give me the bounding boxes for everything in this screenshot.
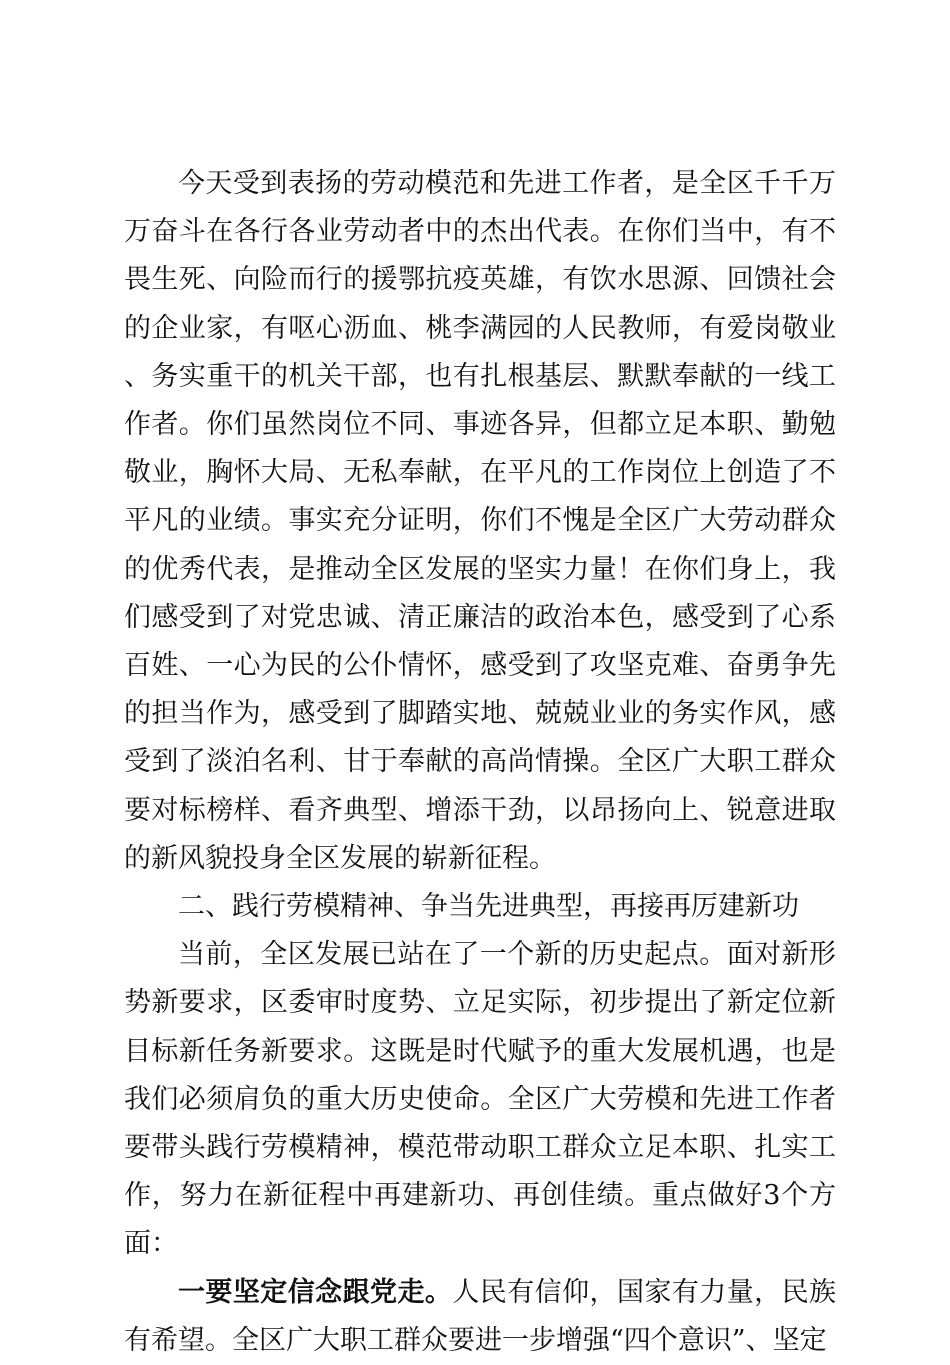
section-heading-2: 二、践行劳模精神、争当先进典型，再接再厉建新功 [178, 891, 799, 923]
document-body [124, 160, 836, 1365]
paragraph-firm-belief [124, 1269, 836, 1365]
paragraph-commendation: 今天受到表扬的劳动模范和先进工作者，是全区千千万万奋斗在各行各业劳动者中的杰出代表。在你们当中，有不畏生死、向险而行的援鄂抗疫英雄，有饮水思源、回馈社会的企业家，有呕心沥血、桃李满园的人民教师，有爱岗敬业、务实重干的机关干部，也有扎根基层、默默奉献的一线工作者。你们虽然岗位不同、事迹各异，但都立足本职、勤勉敬业，胸怀大局、无私奉献，在平凡的工作岗位上创造了不平凡的业绩。事实充分证明，你们不愧是全区广大劳动群众的优秀代表，是推动全区发展的坚实力量！在你们身上，我们感受到了对党忠诚、清正廉洁的政治本色，感受到了心系百姓、一心为民的公仆情怀，感受到了攻坚克难、奋勇争先的担当作为，感受到了脚踏实地、兢兢业业的务实作风，感受到了淡泊名利、甘于奉献的高尚情操。全区广大职工群众要对标榜样、看齐典型、增添干劲，以昂扬向上、锐意进取的新风貌投身全区发展的崭新征程。 [124, 168, 836, 874]
paragraph-firm-belief-text: 人民有信仰，国家有力量，民族有希望。全区广大职工群众要进一步增强“四个意识”、坚定 [124, 1276, 837, 1356]
paragraph-lead-bold: 一要坚定信念跟党走。 [178, 1276, 453, 1308]
paragraph-new-starting-point: 当前，全区发展已站在了一个新的历史起点。面对新形势新要求，区委审时度势、立足实际，初步提出了新定位新目标新任务新要求。这既是时代赋予的重大发展机遇，也是我们必须肩负的重大历史使命。全区广大劳模和先进工作者要带头践行劳模精神，模范带动职工群众立足本职、扎实工作，努力在新征程中再建新功、再创佳绩。重点做好3个方面： [124, 939, 836, 1260]
